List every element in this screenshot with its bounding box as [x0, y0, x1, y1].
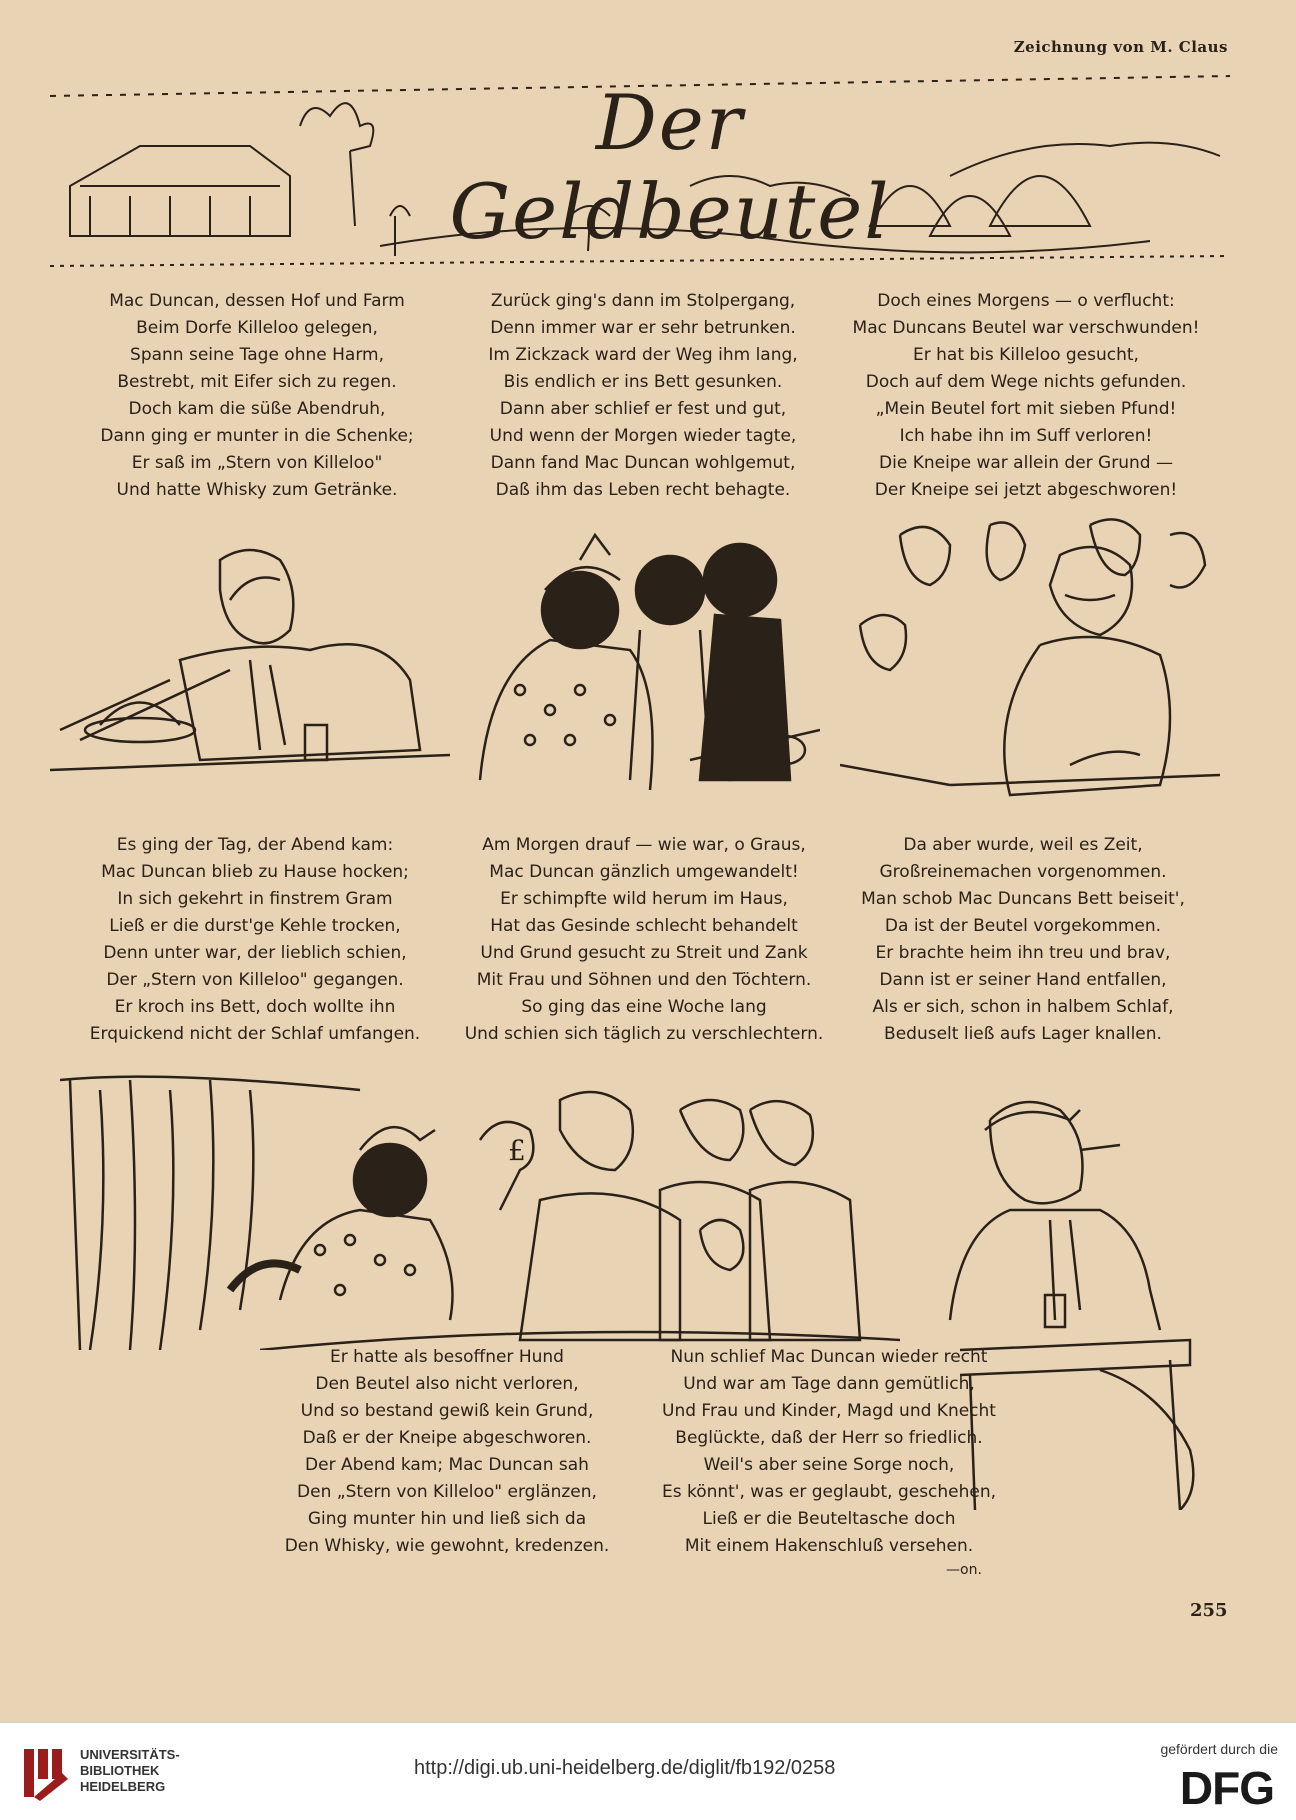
verse-line: Bis endlich er ins Bett gesunken.	[503, 372, 783, 392]
author-signature: —on.	[946, 1562, 982, 1578]
digitization-footer	[0, 1722, 1296, 1820]
stanza-7	[272, 1344, 622, 1560]
verse-line: Denn unter war, der lieblich schien,	[103, 943, 407, 963]
verse-line: Den „Stern von Killeloo" erglänzen,	[297, 1482, 597, 1502]
stanza-4	[70, 832, 440, 1048]
verse-line: Im Zickzack ward der Weg ihm lang,	[488, 345, 798, 365]
verse-line: Denn immer war er sehr betrunken.	[490, 318, 796, 338]
verse-line: Spann seine Tage ohne Harm,	[130, 345, 384, 365]
verse-line: Er kroch ins Bett, doch wollte ihn	[114, 997, 396, 1017]
stanza-3	[842, 288, 1210, 504]
svg-text:£: £	[508, 1134, 526, 1167]
institution-name	[80, 1747, 180, 1795]
verse-line: In sich gekehrt in finstrem Gram	[117, 889, 393, 909]
verse-line: Dann ging er munter in die Schenke;	[100, 426, 414, 446]
verse-line: Dann fand Mac Duncan wohlgemut,	[490, 453, 796, 473]
verse-line: Mac Duncan, dessen Hof und Farm	[109, 291, 405, 311]
page-title: Der Geldbeutel	[449, 78, 891, 256]
verse-line: Der Abend kam; Mac Duncan sah	[305, 1455, 589, 1475]
verse-line: Erquickend nicht der Schlaf umfangen.	[89, 1024, 421, 1044]
verse-line: Am Morgen drauf — wie war, o Graus,	[482, 835, 806, 855]
verse-line: Er brachte heim ihn treu und brav,	[875, 943, 1171, 963]
page-number: 255	[1190, 1600, 1228, 1621]
verse-line: So ging das eine Woche lang	[521, 997, 767, 1017]
verse-line: Nun schlief Mac Duncan wieder recht	[670, 1347, 988, 1367]
verse-line: Mac Duncans Beutel war verschwunden!	[852, 318, 1200, 338]
verse-line: Zurück ging's dann im Stolpergang,	[490, 291, 796, 311]
institution-line: HEIDELBERG	[80, 1779, 166, 1794]
verse-line: Doch eines Morgens — o verflucht:	[877, 291, 1175, 311]
verse-line: Er saß im „Stern von Killeloo"	[131, 453, 383, 473]
verse-line: Beduselt ließ aufs Lager knallen.	[884, 1024, 1162, 1044]
stanza-8	[648, 1344, 1010, 1560]
funded-by-text: gefördert durch die	[1160, 1741, 1278, 1757]
verse-line: Mac Duncan blieb zu Hause hocken;	[101, 862, 409, 882]
stanza-5	[456, 832, 832, 1048]
verse-line: Er hatte als besoffner Hund	[330, 1347, 564, 1367]
illustrator-credit: Zeichnung von M. Claus	[1013, 38, 1228, 56]
verse-line: Und wenn der Morgen wieder tagte,	[489, 426, 797, 446]
verse-line: Und Grund gesucht zu Streit und Zank	[480, 943, 808, 963]
verse-line: Großreinemachen vorgenommen.	[879, 862, 1167, 882]
verse-line: Es ging der Tag, der Abend kam:	[116, 835, 394, 855]
verse-line: Ich habe ihn im Suff verloren!	[899, 426, 1153, 446]
verse-line: Mit einem Hakenschluß versehen.	[684, 1536, 974, 1556]
verse-line: Den Beutel also nicht verloren,	[315, 1374, 579, 1394]
verse-line: Der Kneipe sei jetzt abgeschworen!	[874, 480, 1178, 500]
illustration-angry-family	[840, 515, 1220, 805]
verse-line: Die Kneipe war allein der Grund —	[879, 453, 1173, 473]
verse-line: Da ist der Beutel vorgekommen.	[884, 916, 1162, 936]
illustration-purse-found	[60, 1070, 900, 1350]
verse-line: Als er sich, schon in halbem Schlaf,	[872, 997, 1174, 1017]
verse-line: Und Frau und Kinder, Magd und Knecht	[662, 1401, 996, 1421]
verse-line: Und hatte Whisky zum Getränke.	[116, 480, 398, 500]
verse-line: Mac Duncan gänzlich umgewandelt!	[489, 862, 799, 882]
verse-line: Ließ er die durst'ge Kehle trocken,	[109, 916, 401, 936]
stanza-6	[846, 832, 1200, 1048]
verse-line: Daß ihm das Leben recht behagte.	[495, 480, 791, 500]
stanza-1	[88, 288, 426, 504]
verse-line: Dann aber schlief er fest und gut,	[499, 399, 787, 419]
verse-line: Doch kam die süße Abendruh,	[128, 399, 386, 419]
verse-line: Hat das Gesinde schlecht behandelt	[490, 916, 798, 936]
verse-line: Ging munter hin und ließ sich da	[307, 1509, 587, 1529]
illustration-maid-and-servants	[460, 520, 820, 800]
verse-line: Man schob Mac Duncans Bett beiseit',	[861, 889, 1185, 909]
verse-line: Doch auf dem Wege nichts gefunden.	[865, 372, 1187, 392]
permalink-url[interactable]: http://digi.ub.uni-heidelberg.de/diglit/fb192/0258	[414, 1757, 836, 1779]
verse-line: Und war am Tage dann gemütlich,	[683, 1374, 975, 1394]
verse-line: Daß er der Kneipe abgeschworen.	[302, 1428, 592, 1448]
stanza-2	[470, 288, 816, 504]
verse-line: Beim Dorfe Killeloo gelegen,	[136, 318, 378, 338]
verse-line: Weil's aber seine Sorge noch,	[703, 1455, 955, 1475]
verse-line: Ließ er die Beuteltasche doch	[702, 1509, 956, 1529]
verse-line: Dann ist er seiner Hand entfallen,	[879, 970, 1167, 990]
verse-line: Er hat bis Killeloo gesucht,	[913, 345, 1139, 365]
verse-line: Es könnt', was er geglaubt, geschehen,	[661, 1482, 997, 1502]
verse-line: „Mein Beutel fort mit sieben Pfund!	[875, 399, 1177, 419]
verse-line: Mit Frau und Söhnen und den Töchtern.	[476, 970, 812, 990]
verse-line: Er schimpfte wild herum im Haus,	[500, 889, 788, 909]
verse-line: Da aber wurde, weil es Zeit,	[903, 835, 1143, 855]
verse-line: Beglückte, daß der Herr so friedlich.	[675, 1428, 983, 1448]
dfg-logo: DFG	[1179, 1762, 1274, 1814]
institution-line: BIBLIOTHEK	[80, 1763, 160, 1778]
university-library-logo-icon	[22, 1745, 72, 1801]
illustration-drinking-man	[50, 530, 450, 790]
institution-line: UNIVERSITÄTS-	[80, 1747, 180, 1762]
verse-line: Und schien sich täglich zu verschlechtern.	[464, 1024, 824, 1044]
verse-line: Bestrebt, mit Eifer sich zu regen.	[117, 372, 397, 392]
verse-line: Der „Stern von Killeloo" gegangen.	[106, 970, 404, 990]
verse-line: Den Whisky, wie gewohnt, kredenzen.	[284, 1536, 610, 1556]
verse-line: Und so bestand gewiß kein Grund,	[300, 1401, 594, 1421]
